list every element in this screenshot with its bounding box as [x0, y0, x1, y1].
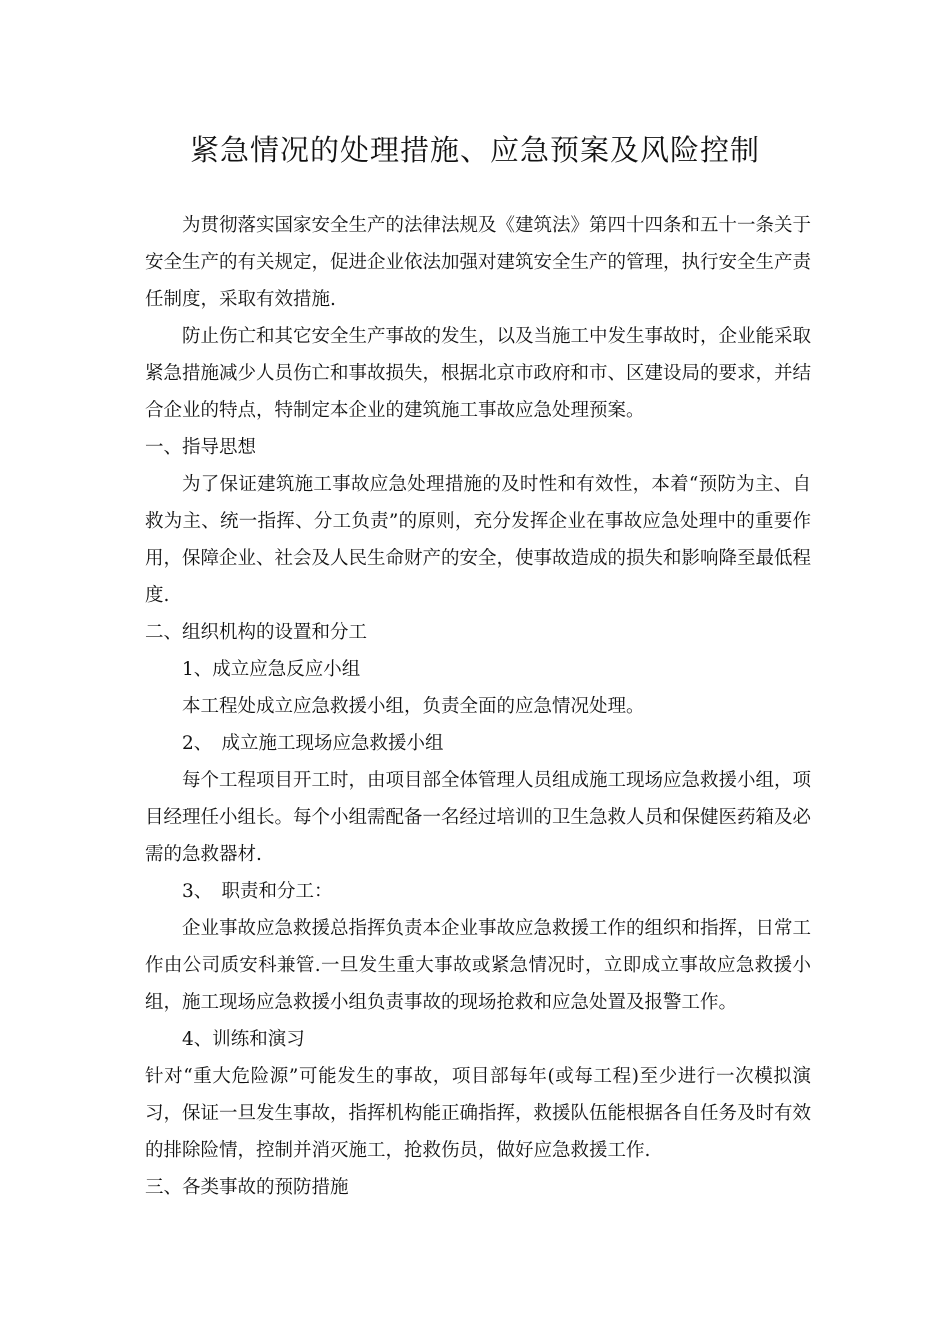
paragraph-duties: 企业事故应急救援总指挥负责本企业事故应急救援工作的组织和指挥，日常工作由公司质安科兼管.一旦发生重大事故或紧急情况时，立即成立事故应急救援小组，施工现场应急救援小组负责事故的现场抢救和应急处置及报警工作。	[145, 918, 812, 1013]
subheading-3: 3、 职责和分工：	[182, 881, 333, 902]
section-heading-3: 三、各类事故的预防措施	[145, 1177, 349, 1198]
subheading-2: 2、 成立施工现场应急救援小组	[182, 733, 444, 754]
paragraph-intro-1: 为贯彻落实国家安全生产的法律法规及《建筑法》第四十四条和五十一条关于安全生产的有关规定，促进企业依法加强对建筑安全生产的管理，执行安全生产责任制度，采取有效措施.	[145, 215, 812, 310]
paragraph-intro-2: 防止伤亡和其它安全生产事故的发生，以及当施工中发生事故时，企业能采取紧急措施减少人员伤亡和事故损失，根据北京市政府和市、区建设局的要求，并结合企业的特点，特制定本企业的建筑施工事故应急处理预案。	[145, 326, 812, 421]
section-heading-1: 一、指导思想	[145, 437, 257, 458]
document-title: 紧急情况的处理措施、应急预案及风险控制	[189, 133, 760, 167]
paragraph-site-team: 每个工程项目开工时，由项目部全体管理人员组成施工现场应急救援小组，项目经理任小组长。每个小组需配备一名经过培训的卫生急救人员和保健医药箱及必需的急救器材.	[145, 770, 812, 865]
section-heading-2: 二、组织机构的设置和分工	[145, 622, 368, 643]
paragraph-response-team: 本工程处成立应急救援小组，负责全面的应急情况处理。	[182, 696, 645, 717]
paragraph-drills: 针对“重大危险源”可能发生的事故，项目部每年(或每工程)至少进行一次模拟演习，保证一旦发生事故，指挥机构能正确指挥，救援队伍能根据各自任务及时有效的排除险情，控制并消灭施工，抢救伤员，做好应急救援工作.	[145, 1066, 812, 1161]
subheading-1: 1、成立应急反应小组	[182, 659, 361, 680]
subheading-4: 4、训练和演习	[182, 1029, 305, 1050]
document-body	[145, 207, 811, 1206]
paragraph-guiding-principle: 为了保证建筑施工事故应急处理措施的及时性和有效性，本着“预防为主、自救为主、统一指挥、分工负责”的原则，充分发挥企业在事故应急处理中的重要作用，保障企业、社会及人民生命财产的安全，使事故造成的损失和影响降至最低程度.	[145, 474, 812, 606]
